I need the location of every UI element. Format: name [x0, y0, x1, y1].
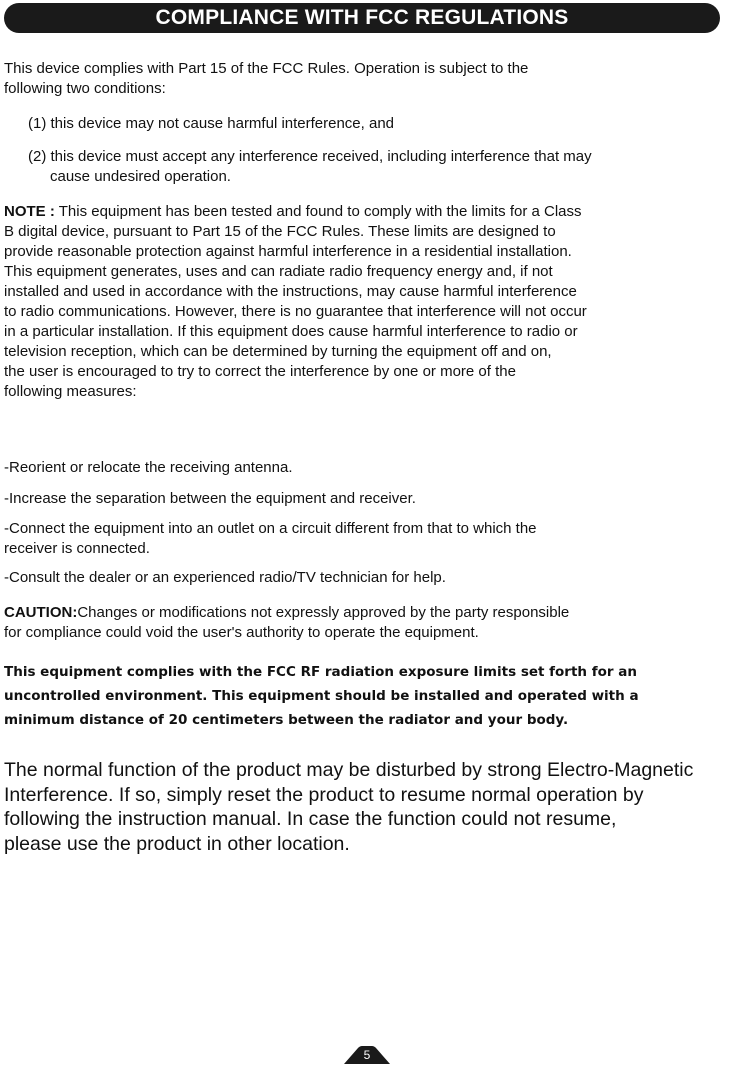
note-line: following measures: [4, 383, 137, 400]
rf-line: minimum distance of 20 centimeters between the radiator and your body. [4, 712, 569, 728]
caution-paragraph [4, 603, 732, 643]
note-line: in a particular installation. If this equipment does cause harmful interference to radio or [4, 323, 578, 340]
note-line: television reception, which can be determined by turning the equipment off and on, [4, 343, 552, 360]
page-title: COMPLIANCE WITH FCC REGULATIONS [155, 6, 569, 29]
page-number: 5 [363, 1048, 371, 1062]
note-line: installed and used in accordance with the instructions, may cause harmful interference [4, 283, 577, 300]
note-first-line-text: This equipment has been tested and found to comply with the limits for a Class [54, 203, 582, 220]
note-line: provide reasonable protection against harmful interference in a residential installation. [4, 243, 572, 260]
note-line: This equipment generates, uses and can radiate radio frequency energy and, if not [4, 263, 553, 280]
caution-first-line-text: Changes or modifications not expressly approved by the party responsible [77, 604, 570, 621]
measure-item-continued: receiver is connected. [4, 540, 150, 557]
intro-line: This device complies with Part 15 of the FCC Rules. Operation is subject to the [4, 60, 529, 77]
emi-line: please use the product in other location. [4, 832, 350, 855]
emi-line: Interference. If so, simply reset the product to resume normal operation by [4, 783, 644, 806]
condition-2-continued: cause undesired operation. [50, 168, 231, 185]
condition-1: (1) this device may not cause harmful interference, and [28, 115, 395, 132]
rf-exposure-paragraph [4, 660, 732, 732]
note-first-line [4, 202, 732, 222]
note-line: to radio communications. However, there is no guarantee that interference will not occur [4, 303, 587, 320]
page-title-banner [4, 3, 720, 33]
rf-line: This equipment complies with the FCC RF radiation exposure limits set forth for an [4, 664, 637, 680]
note-label: NOTE : [4, 203, 55, 220]
note-line: the user is encouraged to try to correct the interference by one or more of the [4, 363, 516, 380]
emi-line: The normal function of the product may be disturbed by strong Electro-Magnetic [4, 759, 694, 781]
note-paragraph [4, 202, 732, 402]
emi-line: following the instruction manual. In case the function could not resume, [4, 808, 617, 830]
measure-item: -Consult the dealer or an experienced radio/TV technician for help. [4, 569, 446, 586]
measure-item: -Reorient or relocate the receiving antenna. [4, 459, 293, 476]
rf-line: uncontrolled environment. This equipment should be installed and operated with a [4, 688, 639, 704]
measure-item: -Increase the separation between the equipment and receiver. [4, 490, 416, 507]
intro-line: following two conditions: [4, 80, 166, 97]
measure-item: -Connect the equipment into an outlet on a circuit different from that to which the [4, 520, 537, 537]
caution-label: CAUTION: [4, 604, 78, 621]
condition-2: (2) this device must accept any interference received, including interference that may [28, 148, 592, 165]
caution-line: for compliance could void the user's authority to operate the equipment. [4, 624, 479, 641]
intro-paragraph [4, 59, 732, 99]
note-line: B digital device, pursuant to Part 15 of the FCC Rules. These limits are designed to [4, 223, 556, 240]
caution-first-line [4, 603, 732, 623]
page-number-badge [344, 1046, 390, 1064]
emi-paragraph [4, 758, 732, 856]
